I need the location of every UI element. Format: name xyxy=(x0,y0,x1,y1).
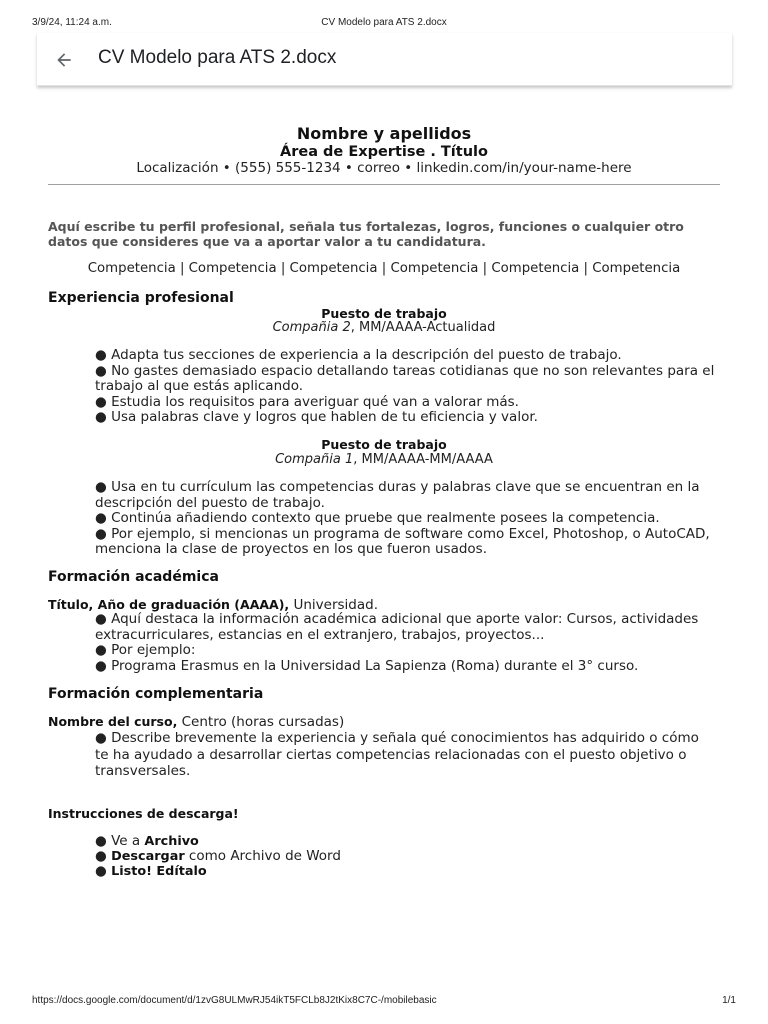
cv-profile: Aquí escribe tu perfil profesional, señala tus fortalezas, logros, funciones o cualquier otro datos que consideres que va a aportar valor a tu candidatura. xyxy=(48,219,684,249)
company-name: Compañia 1 xyxy=(275,452,354,467)
job-title: Puesto de trabajo xyxy=(321,306,447,321)
list-item: ● Ve a Archivo xyxy=(95,833,199,849)
list-item: ● Programa Erasmus en la Universidad La Sapienza (Roma) durante el 3° curso. xyxy=(95,657,639,674)
download-steps xyxy=(95,834,341,880)
university: Universidad. xyxy=(289,597,378,613)
course-bullets xyxy=(95,730,705,780)
document-title: CV Modelo para ATS 2.docx xyxy=(98,47,337,68)
download-heading: Instrucciones de descarga! xyxy=(48,806,239,821)
course-center: Centro (horas cursadas) xyxy=(177,714,345,730)
list-item: ● Descargar como Archivo de Word xyxy=(95,848,341,865)
list-item: ● Por ejemplo: xyxy=(95,642,196,658)
list-item: ● No gastes demasiado espacio detallando tareas cotidianas que no son relevantes para el trabajo al que estás aplicando. xyxy=(95,362,715,394)
print-url: https://docs.google.com/document/d/1zvG8ULMwRJ54ikT5FCLb8J2tKix8C7C-/mobilebasic xyxy=(32,995,437,1006)
cv-contact: Localización • (555) 555-1234 • correo • linkedin.com/in/your-name-here xyxy=(136,160,632,176)
print-page-number: 1/1 xyxy=(722,995,736,1006)
list-item: ● Usa en tu currículum las competencias duras y palabras clave que se encuentran en la descripción del puesto de trabajo. xyxy=(95,479,700,511)
arrow-left-icon xyxy=(54,50,74,70)
job-company xyxy=(48,452,720,467)
list-item: ● Aquí destaca la información académica adicional que aporte valor: Cursos, actividades extracurriculares, estancias en el extranjero, trabajos, proyectos... xyxy=(95,611,699,643)
section-heading-complementary: Formación complementaria xyxy=(48,686,264,702)
section-heading-experience: Experiencia profesional xyxy=(48,290,234,306)
cv-skills: Competencia | Competencia | Competencia | Competencia | Competencia | Competencia xyxy=(87,261,681,276)
list-item: ● Estudia los requisitos para averiguar qué van a valorar más. xyxy=(95,393,519,410)
job-title: Puesto de trabajo xyxy=(321,437,447,452)
job-company xyxy=(48,320,720,335)
job-dates: , MM/AAAA-MM/AAAA xyxy=(353,452,493,467)
course-entry xyxy=(48,714,344,730)
list-item: ● Continúa añadiendo contexto que pruebe que realmente posees la competencia. xyxy=(95,510,660,526)
education-bullets xyxy=(95,612,720,674)
app-bar xyxy=(37,33,732,86)
job-bullets xyxy=(95,348,720,426)
header-divider xyxy=(48,184,720,185)
cv-expertise: Área de Expertise . Título xyxy=(280,144,488,160)
list-item: ● Adapta tus secciones de experiencia a la descripción del puesto de trabajo. xyxy=(95,347,622,363)
company-name: Compañia 2 xyxy=(272,320,351,335)
back-button[interactable] xyxy=(51,47,77,73)
course-name: Nombre del curso, xyxy=(48,714,178,729)
list-item: ● Listo! Edítalo xyxy=(95,863,207,880)
list-item: ● Describe brevemente la experiencia y señala qué conocimientos has adquirido o cómo te ha ayudado a desarrollar ciertas competencias relacionadas con el puesto objetivo o transversales. xyxy=(95,730,699,779)
degree-label: Título, Año de graduación (AAAA), xyxy=(48,597,290,612)
list-item: ● Por ejemplo, si mencionas un programa de software como Excel, Photoshop, o AutoCAD, menciona la clase de proyectos en los que fueron usados. xyxy=(95,525,710,557)
list-item: ● Usa palabras clave y logros que hablen de tu eficiencia y valor. xyxy=(95,409,538,425)
cv-name: Nombre y apellidos xyxy=(296,124,472,143)
print-datetime: 3/9/24, 11:24 a.m. xyxy=(32,17,112,28)
print-title: CV Modelo para ATS 2.docx xyxy=(321,17,447,28)
job-dates: , MM/AAAA-Actualidad xyxy=(350,320,496,335)
section-heading-education: Formación académica xyxy=(48,569,219,585)
job-bullets xyxy=(95,480,720,558)
